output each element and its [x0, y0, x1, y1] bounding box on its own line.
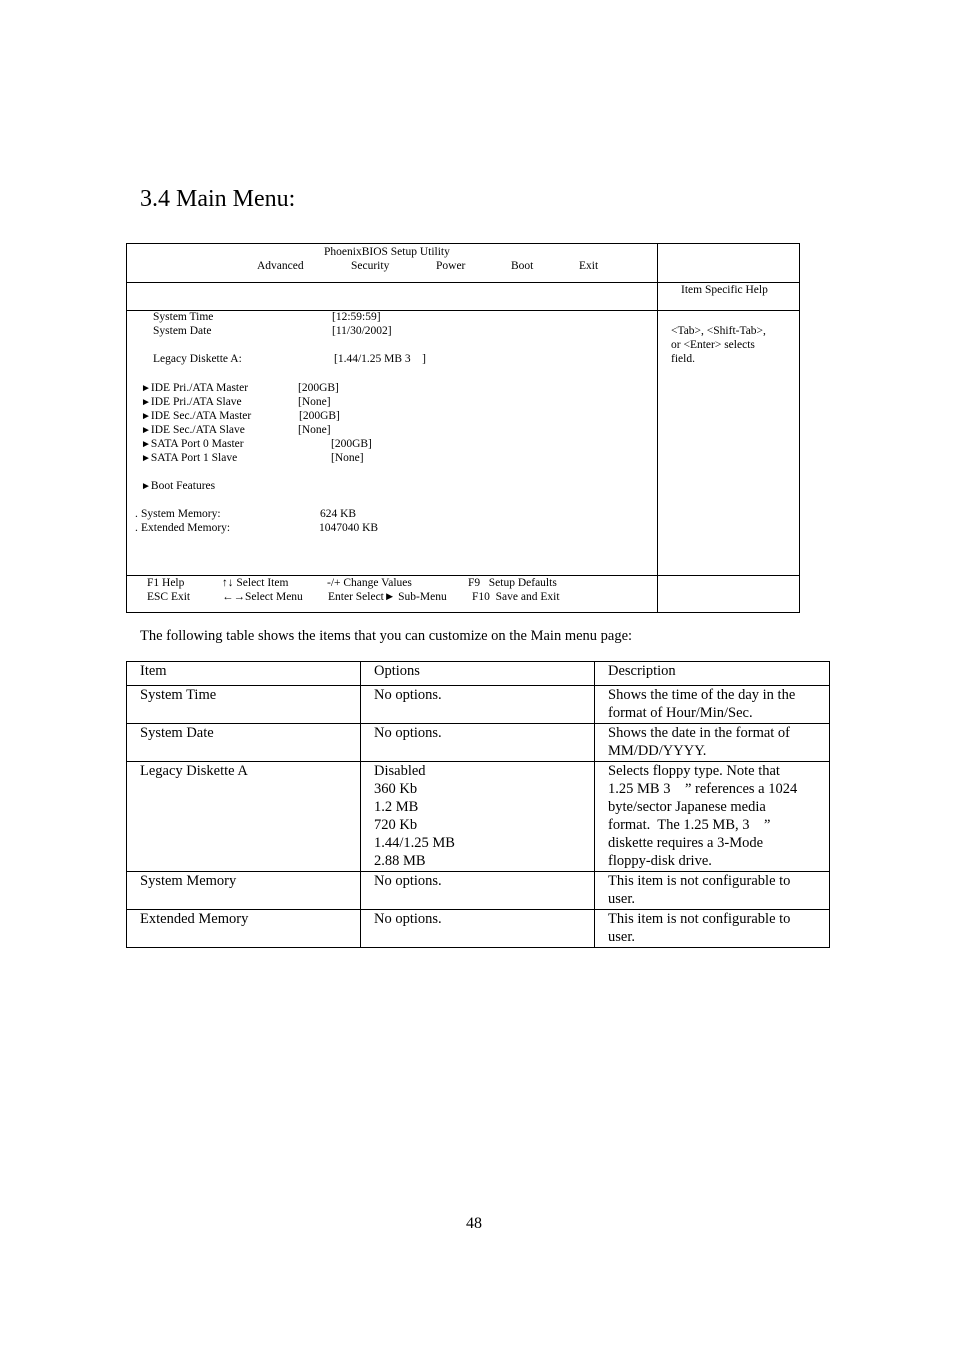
legacy-diskette-label: Legacy Diskette A:: [153, 353, 242, 365]
help-text-line: <Tab>, <Shift-Tab>,: [671, 325, 766, 337]
legacy-diskette-value[interactable]: [1.44/1.25 MB 3 ]: [334, 353, 426, 365]
header-cell-description: Description: [595, 662, 830, 686]
drive-value: [None]: [298, 424, 331, 436]
item-cell: System Memory: [127, 872, 361, 910]
help-text-line: or <Enter> selects: [671, 339, 755, 351]
help-header: Item Specific Help: [681, 284, 768, 296]
description-line: This item is not configurable to: [608, 911, 791, 927]
submenu-arrow-icon: ►: [141, 425, 151, 436]
drive-item-sata-port1-slave[interactable]: [141, 452, 237, 464]
description-line: byte/sector Japanese media: [608, 799, 766, 815]
bios-setup-screen: [126, 243, 800, 613]
description-line: Shows the date in the format of: [608, 725, 791, 741]
option-line: Disabled: [374, 763, 426, 779]
table-row: [127, 762, 830, 872]
system-memory-value: 624 KB: [320, 508, 357, 520]
footer-f9-defaults: F9 Setup Defaults: [468, 577, 557, 589]
item-cell: Legacy Diskette A: [127, 762, 361, 872]
boot-features-label: Boot Features: [150, 480, 216, 492]
drive-label: IDE Sec./ATA Master: [150, 410, 252, 422]
description-cell: [595, 762, 830, 872]
description-cell: [595, 872, 830, 910]
options-cell: [361, 910, 595, 948]
drive-value: [None]: [331, 452, 364, 464]
system-time-value[interactable]: [12:59:59]: [332, 311, 381, 323]
footer-change-values: -/+ Change Values: [327, 577, 412, 589]
page-number: 48: [466, 1215, 482, 1232]
menu-power[interactable]: Power: [436, 260, 466, 272]
help-text-line: field.: [671, 353, 695, 365]
section-heading: 3.4 Main Menu:: [140, 186, 296, 212]
item-cell: System Time: [127, 686, 361, 724]
footer-f10-save-exit: F10 Save and Exit: [472, 591, 560, 603]
submenu-arrow-icon: ►: [141, 383, 151, 394]
help-column-divider: [657, 244, 658, 612]
option-line: No options.: [374, 873, 442, 889]
option-line: 1.44/1.25 MB: [374, 835, 455, 851]
item-cell: Extended Memory: [127, 910, 361, 948]
drive-value: [None]: [298, 396, 331, 408]
header-cell-item: Item: [127, 662, 361, 686]
description-line: MM/DD/YYYY.: [608, 743, 707, 759]
footer-select-menu: ←→Select Menu: [222, 591, 303, 603]
submenu-arrow-icon: ►: [141, 481, 151, 492]
table-row: [127, 724, 830, 762]
description-line: user.: [608, 929, 635, 945]
description-cell: [595, 910, 830, 948]
menu-boot[interactable]: Boot: [511, 260, 534, 272]
options-cell: [361, 762, 595, 872]
description-line: floppy-disk drive.: [608, 853, 712, 869]
item-cell: System Date: [127, 724, 361, 762]
description-line: Shows the time of the day in the: [608, 687, 796, 703]
submenu-arrow-icon: ►: [141, 453, 151, 464]
description-cell: [595, 724, 830, 762]
drive-item-ide-sec-master[interactable]: [141, 410, 251, 422]
system-date-value[interactable]: [11/30/2002]: [332, 325, 392, 337]
drive-item-ide-pri-master[interactable]: [141, 382, 248, 394]
menu-advanced[interactable]: Advanced: [257, 260, 304, 272]
submenu-arrow-icon: ►: [141, 397, 151, 408]
options-cell: [361, 724, 595, 762]
drive-item-sata-port0-master[interactable]: [141, 438, 244, 450]
footer-select-item: ↑↓ Select Item: [222, 577, 289, 589]
table-row: [127, 910, 830, 948]
drive-label: SATA Port 0 Master: [150, 438, 244, 450]
boot-features-item[interactable]: [141, 480, 215, 492]
bullet-dot: .: [135, 508, 138, 520]
drive-value: [200GB]: [299, 410, 340, 422]
option-line: 360 Kb: [374, 781, 418, 797]
header-divider: [127, 310, 799, 311]
description-line: user.: [608, 891, 635, 907]
option-line: 1.2 MB: [374, 799, 419, 815]
extended-memory-label: Extended Memory:: [141, 522, 231, 534]
bullet-dot: .: [135, 522, 138, 534]
footer-esc-exit: ESC Exit: [147, 591, 191, 603]
option-line: 2.88 MB: [374, 853, 426, 869]
description-cell: [595, 686, 830, 724]
drive-label: SATA Port 1 Slave: [150, 452, 238, 464]
drive-value: [200GB]: [298, 382, 339, 394]
table-row: [127, 872, 830, 910]
drive-label: IDE Sec./ATA Slave: [150, 424, 245, 436]
system-time-label: System Time: [153, 311, 214, 323]
header-cell-options: Options: [361, 662, 595, 686]
description-line: Selects floppy type. Note that: [608, 763, 780, 779]
options-cell: [361, 872, 595, 910]
menu-exit[interactable]: Exit: [579, 260, 599, 272]
option-line: No options.: [374, 687, 442, 703]
option-line: No options.: [374, 725, 442, 741]
submenu-arrow-icon: ►: [141, 439, 151, 450]
description-line: diskette requires a 3-Mode: [608, 835, 764, 851]
footer-divider: [127, 575, 799, 576]
drive-label: IDE Pri./ATA Slave: [150, 396, 242, 408]
drive-label: IDE Pri./ATA Master: [150, 382, 249, 394]
intro-paragraph: The following table shows the items that you can customize on the Main menu page:: [140, 628, 633, 644]
main-menu-options-table: [126, 661, 830, 948]
footer-f1-help: F1 Help: [147, 577, 185, 589]
option-line: No options.: [374, 911, 442, 927]
description-line: 1.25 MB 3 ” references a 1024: [608, 781, 798, 797]
menu-security[interactable]: Security: [351, 260, 390, 272]
footer-enter-submenu: Enter Select► Sub-Menu: [328, 591, 447, 603]
table-header-row: [127, 662, 830, 686]
bios-title: PhoenixBIOS Setup Utility: [324, 246, 450, 258]
description-line: This item is not configurable to: [608, 873, 791, 889]
options-cell: [361, 686, 595, 724]
drive-value: [200GB]: [331, 438, 372, 450]
drive-item-ide-sec-slave[interactable]: [141, 424, 245, 436]
menu-bar-divider: [127, 282, 799, 283]
system-memory-label: System Memory:: [141, 508, 221, 520]
description-line: format. The 1.25 MB, 3 ”: [608, 817, 771, 833]
submenu-arrow-icon: ►: [141, 411, 151, 422]
option-line: 720 Kb: [374, 817, 418, 833]
drive-item-ide-pri-slave[interactable]: [141, 396, 242, 408]
table-row: [127, 686, 830, 724]
extended-memory-value: 1047040 KB: [319, 522, 379, 534]
system-date-label: System Date: [153, 325, 212, 337]
description-line: format of Hour/Min/Sec.: [608, 705, 753, 721]
